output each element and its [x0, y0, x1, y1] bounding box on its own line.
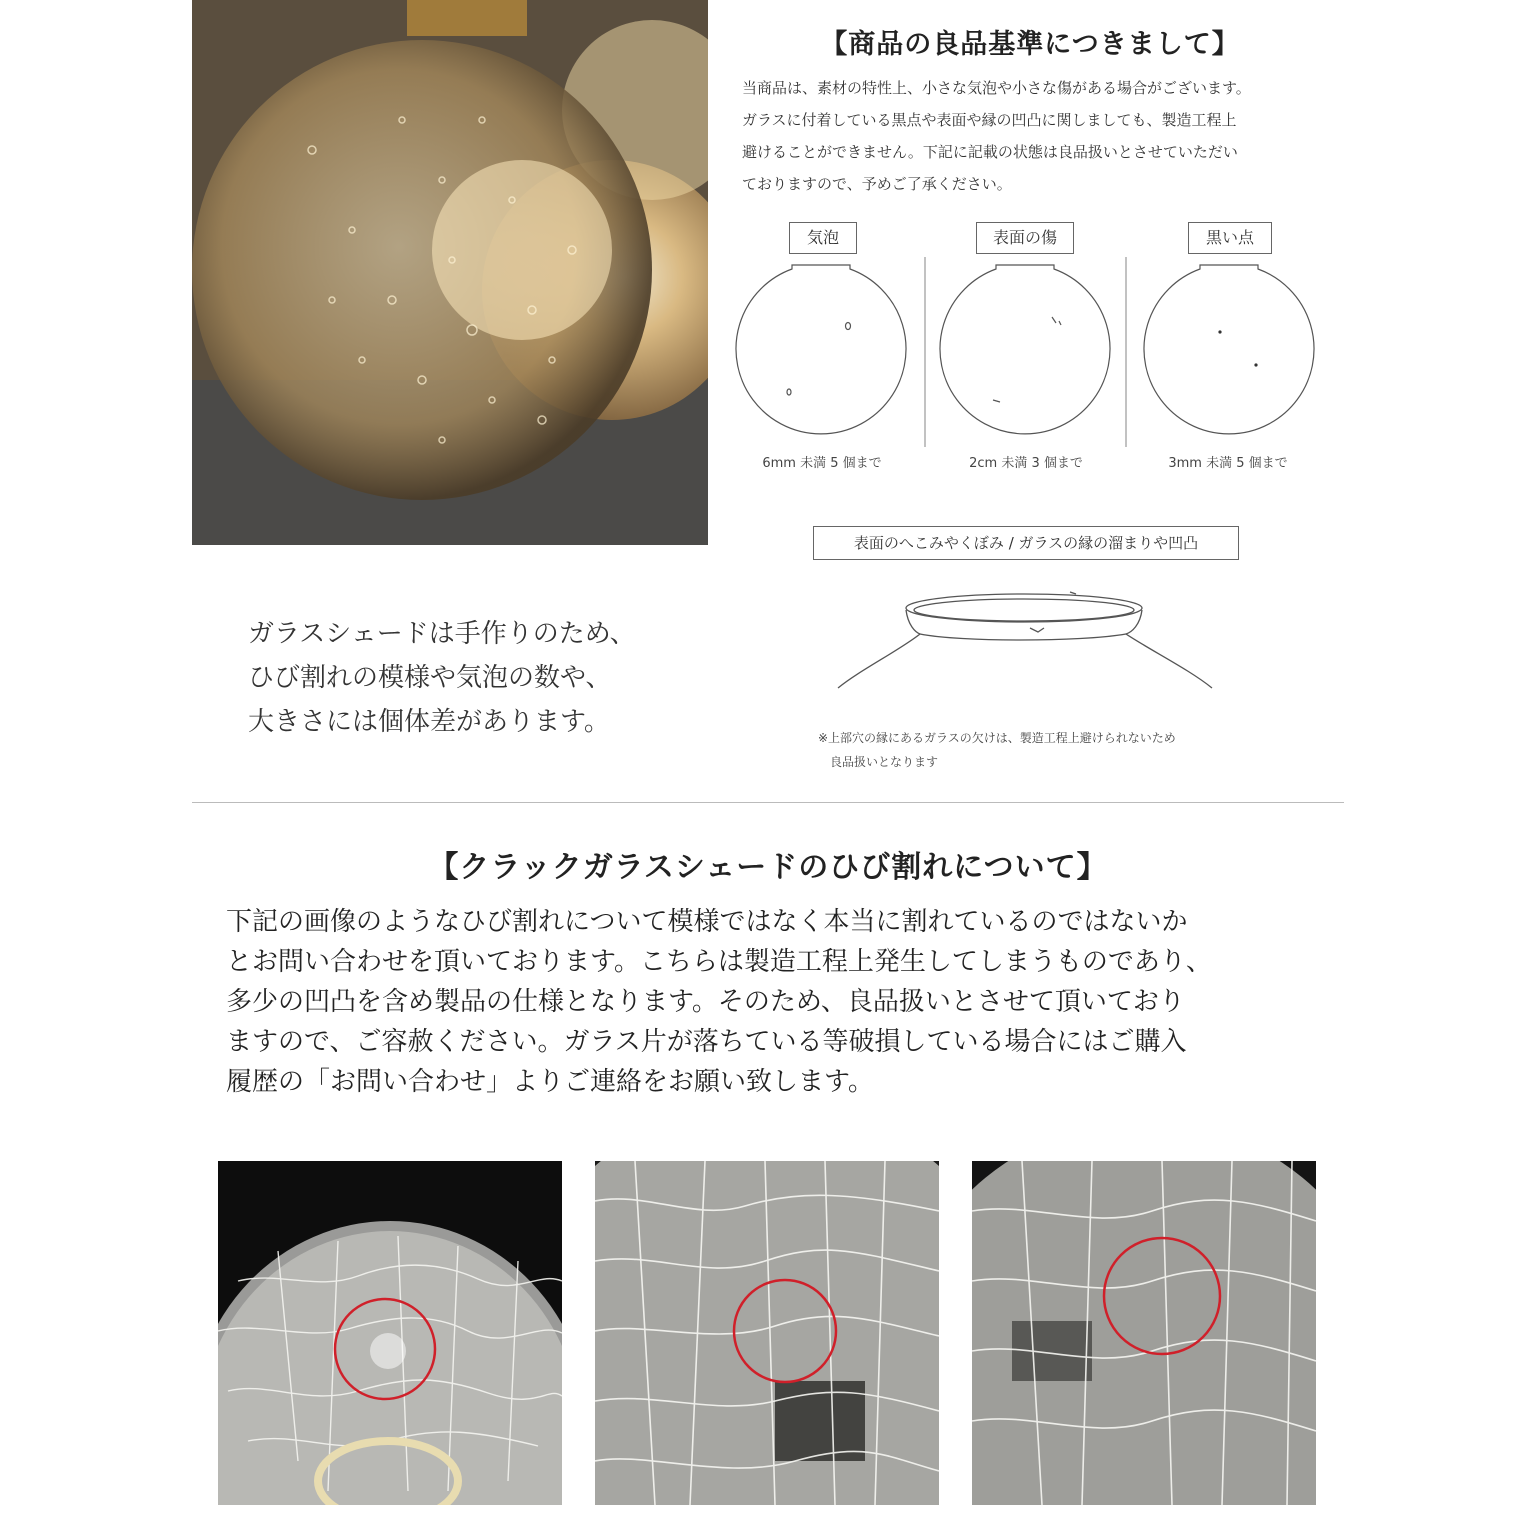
- rim-defect-label: 表面のへこみやくぼみ / ガラスの縁の溜まりや凹凸: [813, 526, 1239, 560]
- bubble-glass-photo: [192, 0, 708, 545]
- standards-title: 【商品の良品基準につきまして】: [820, 29, 1240, 60]
- crack-line: ますので、ご容赦ください。ガラス片が落ちている等破損している場合にはご購入: [226, 1027, 1187, 1057]
- crack-title: 【クラックガラスシェードのひび割れについて】: [428, 850, 1108, 885]
- defect-label-scratch: 表面の傷: [976, 222, 1074, 254]
- defect-label-black-dot: 黒い点: [1188, 222, 1272, 254]
- rim-note-line: ※上部穴の縁にあるガラスの欠けは、製造工程上避けられないため: [818, 731, 1176, 745]
- standards-line: ておりますので、予めご了承ください。: [742, 175, 1012, 193]
- crack-photo-1: [218, 1161, 562, 1505]
- rim-note-line: 良品扱いとなります: [830, 755, 939, 769]
- handmade-note-line: 大きさには個体差があります。: [248, 707, 610, 737]
- crack-photo-3: [972, 1161, 1316, 1505]
- crack-line: 下記の画像のようなひび割れについて模様ではなく本当に割れているのではないか: [226, 907, 1188, 937]
- defect-caption-black-dot: 3mm 未満 5 個まで: [1168, 456, 1288, 471]
- defect-caption-scratch: 2cm 未満 3 個まで: [969, 456, 1083, 471]
- handmade-note-line: ガラスシェードは手作りのため、: [248, 619, 636, 649]
- standards-line: ガラスに付着している黒点や表面や縁の凹凸に関しましても、製造工程上: [742, 111, 1237, 129]
- defect-caption-bubble: 6mm 未満 5 個まで: [762, 456, 882, 471]
- crack-photo-2: [595, 1161, 939, 1505]
- crack-line: とお問い合わせを頂いております。こちらは製造工程上発生してしまうものであり、: [226, 947, 1212, 977]
- standards-description: [742, 72, 1342, 200]
- standards-line: 当商品は、素材の特性上、小さな気泡や小さな傷がある場合がございます。: [742, 79, 1251, 97]
- crack-line: 多少の凹凸を含め製品の仕様となります。そのため、良品扱いとさせて頂いており: [226, 987, 1185, 1017]
- handmade-note: [248, 612, 708, 744]
- crack-line: 履歴の「お問い合わせ」よりご連絡をお願い致します。: [226, 1067, 874, 1097]
- crack-description: [226, 902, 1336, 1102]
- globe-outlines: [720, 257, 1340, 447]
- rim-note: [818, 726, 1318, 774]
- standards-line: 避けることができません。下記に記載の状態は良品扱いとさせていただい: [742, 143, 1238, 161]
- defect-diagram: [720, 212, 1340, 502]
- section-divider: [192, 802, 1344, 803]
- defect-label-bubble: 気泡: [789, 222, 857, 254]
- rim-diagram: [820, 580, 1240, 700]
- handmade-note-line: ひび割れの模様や気泡の数や、: [248, 663, 612, 693]
